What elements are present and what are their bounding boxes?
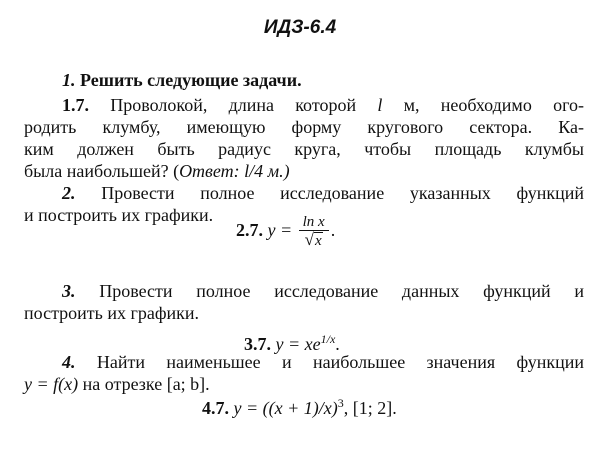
problem-2-7-number: 2.7.: [236, 220, 263, 241]
task1-heading-text: Решить следующие задачи.: [80, 70, 302, 90]
variable-l: l: [377, 95, 383, 115]
formula-2-7: 2.7. y = $\frac{\text{ln x}}{√x}$ .: [236, 214, 336, 249]
task2-line-2: и построить их графики.: [24, 205, 214, 225]
task3-line-1: 3. Провести полное исследование данных функций и: [62, 281, 584, 301]
problem-1-7-number: 1.7.: [62, 95, 89, 115]
task4-line-1: 4. Найти наименьшее и наибольшее значения функции: [62, 352, 584, 372]
fraction-numerator: ln x: [299, 214, 329, 231]
formula-3-7: 3.7. $y = xe^{1/x}$.: [244, 332, 340, 354]
task4-number: 4.: [62, 352, 76, 372]
answer-value: l/4 м.): [244, 161, 290, 181]
answer-label: Ответ:: [179, 161, 240, 181]
task3-line-2: построить их графики.: [24, 303, 200, 323]
task3-number: 3.: [62, 281, 76, 301]
formula-4-7: 4.7. $y = ((x + 1)/x)^3$, [1; 2].: [202, 396, 397, 418]
problem-1-7-line-1: 1.7. Проволокой, длина которой l м, необходимо ого-: [62, 95, 584, 115]
task2-line-1: 2. Провести полное исследование указанных функций: [62, 183, 585, 203]
problem-3-7-number: 3.7.: [244, 334, 271, 354]
task1-number: 1.: [62, 70, 76, 90]
task1-heading: [62, 70, 584, 90]
problem-1-7-line-4: была наибольшей? (Ответ: l/4 м.): [24, 161, 290, 181]
fraction-denominator: √x: [304, 230, 322, 249]
problem-1-7-line-2: родить клумбу, имеющую форму кругового сектора. Ка-: [24, 117, 584, 137]
problem-4-7-number: 4.7.: [202, 398, 229, 418]
sqrt-icon: √: [304, 230, 315, 249]
fraction: [299, 214, 329, 250]
task2-number: 2.: [62, 183, 76, 203]
task4-line-2: y = f(x) на отрезке [a; b].: [24, 374, 210, 394]
problem-1-7-line-3: ким должен быть радиус круга, чтобы площадь клумбы: [24, 139, 584, 159]
document-title: ИДЗ-6.4: [263, 17, 337, 38]
